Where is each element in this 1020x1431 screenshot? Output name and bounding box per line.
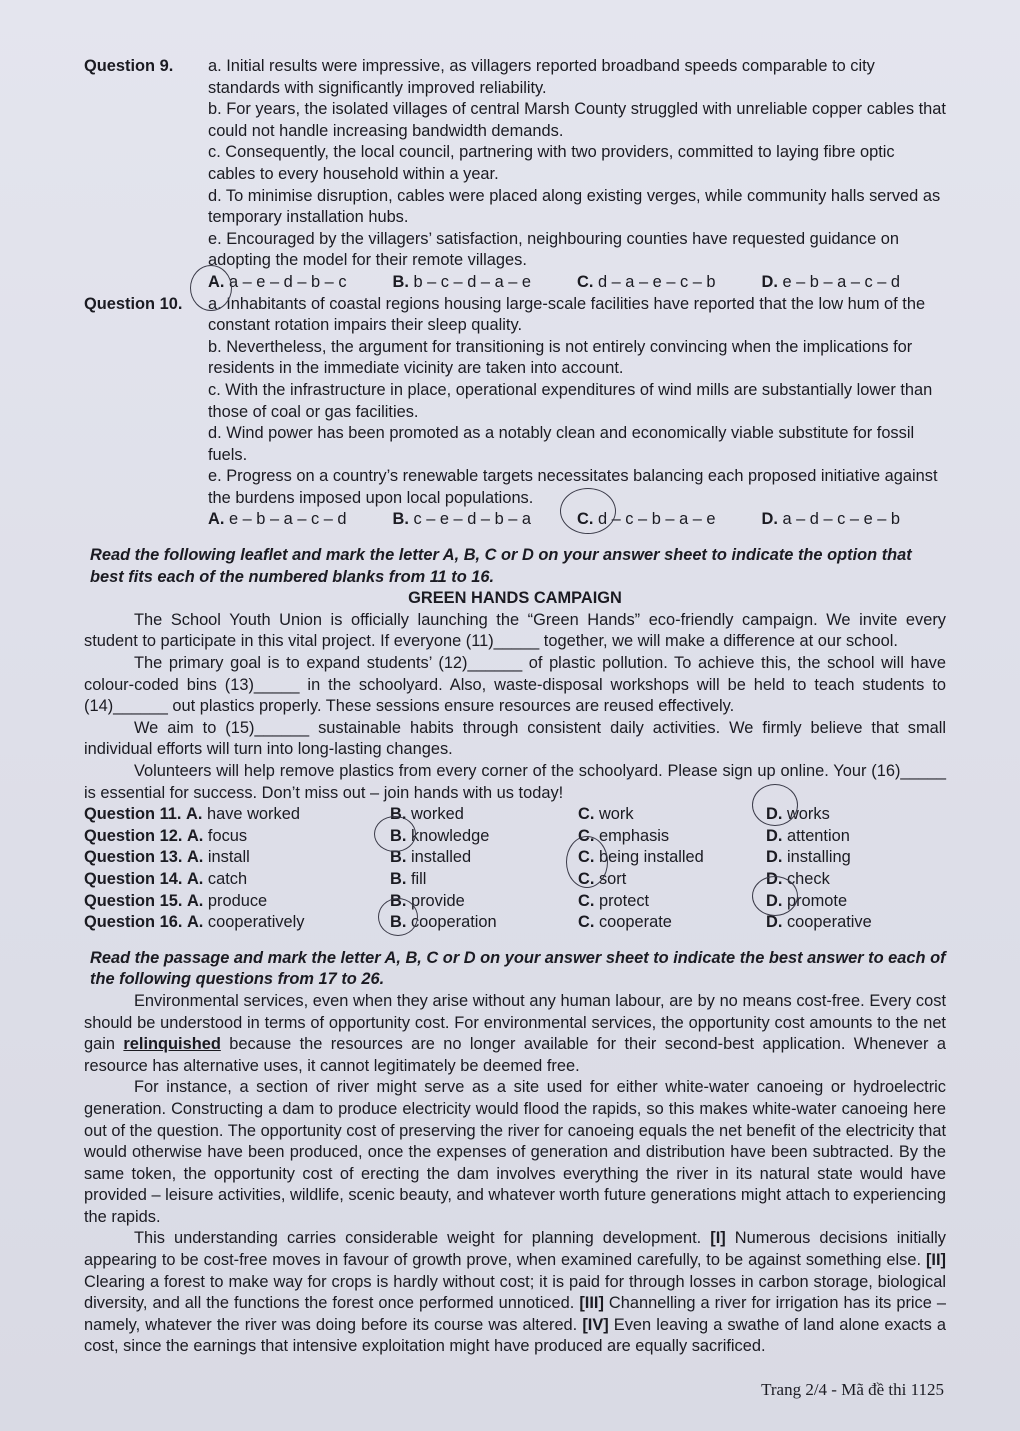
passage-paragraph: This understanding carries considerable weight for planning development. [I] Numerous decisions initially appearing to be cost-free moves in favour of growth prove, when examined carefully, to be against something else. [II] Clearing a forest to make way for crops is hardly without cost; it is paid for through losses in carbon storage, biological diversity, and all the functions the forest once performed unnoticed. [III] Channelling a river for irrigation has its price – namely, whatever the river was doing before its course was altered. [IV] Even leaving a swathe of land alone exacts a cost, since the earnings that intensive exploitation might have produced are equally sacrificed. (84, 1229, 946, 1356)
answer-options (208, 509, 946, 531)
option-c[interactable]: C. emphasis (578, 826, 670, 845)
option-b[interactable]: B. b – c – d – a – e (392, 272, 532, 291)
leaflet-instruction: Read the following leaflet and mark the letter A, B, C or D on your answer sheet to indicate the option that best fits each of the numbered blanks from 11 to 16. (90, 546, 912, 586)
passage-instruction: Read the passage and mark the letter A, B, C or D on your answer sheet to indicate the best answer to each of the following questions from 17 to 26. (90, 948, 946, 989)
option-a[interactable]: Question 13. A. install (84, 848, 250, 867)
option-d[interactable]: D. a – d – c – e – b (761, 510, 901, 529)
option-a[interactable]: Question 11. A. have worked (84, 805, 300, 824)
cloze-questions (84, 804, 946, 934)
page-footer: Trang 2/4 - Mã đề thi 1125 (761, 1380, 944, 1399)
option-d[interactable]: D. cooperative (766, 913, 872, 932)
leaflet-paragraph: The School Youth Union is officially launching the “Green Hands” eco-friendly campaign. We invite every student to participate in this vital project. If everyone (11)_____ together, we will make a difference at our school. (84, 610, 946, 651)
option-b[interactable]: B. provide (390, 891, 465, 910)
option-b[interactable]: B. cooperation (390, 913, 497, 932)
sentence-e: e. Progress on a country’s renewable targets necessitates balancing each proposed initiative against the burdens imposed upon local populations. (208, 467, 938, 507)
sentence-d: d. To minimise disruption, cables were placed along existing verges, while community halls served as temporary installation hubs. (208, 186, 941, 227)
option-a[interactable]: Question 14. A. catch (84, 869, 248, 888)
sentence-c: c. Consequently, the local council, partnering with two providers, committed to laying fibre optic cables to every household within a year. (208, 143, 895, 183)
option-d[interactable]: D. check (766, 869, 830, 888)
sentence-a: a. Inhabitants of coastal regions housing large-scale facilities have reported that the low hum of the constant rotation impairs their sleep quality. (208, 294, 926, 335)
sentence-c: c. With the infrastructure in place, operational expenditures of wind mills are substantially lower than those of coal or gas facilities. (208, 380, 933, 421)
option-b[interactable]: B. knowledge (390, 826, 490, 845)
option-d[interactable]: D. works (766, 805, 830, 824)
option-d[interactable]: D. promote (766, 891, 848, 910)
sentence-e: e. Encouraged by the villagers’ satisfaction, neighbouring counties have requested guidance on adopting the model for their remote villages. (208, 229, 899, 270)
sentence-b: b. For years, the isolated villages of central Marsh County struggled with unreliable copper cables that could not handle increasing bandwidth demands. (208, 100, 946, 140)
sentence-b: b. Nevertheless, the argument for transitioning is not entirely convincing when the implications for residents in the immediate vicinity are taken into account. (208, 337, 913, 378)
passage-paragraph: For instance, a section of river might serve as a site used for either white-water canoeing or hydroelectric generation. Constructing a dam to produce electricity would flood the rapids, so this makes white-water canoeing here out of the question. The opportunity cost of preserving the river for canoeing equals the net benefit of the electricity that would otherwise have been produced, once the expenses of generation and distribution have been subtracted. By the same token, the opportunity cost of erecting the dam involves everything the river in its natural state would have provided – leisure activities, wildlife, scenic beauty, and whatever worth future generations might attach to experiencing the rapids. (84, 1078, 946, 1226)
option-d[interactable]: D. attention (766, 826, 850, 845)
question-label: Question 10. (84, 294, 183, 313)
question-label: Question 9. (84, 57, 174, 75)
option-d[interactable]: D. e – b – a – c – d (761, 272, 901, 291)
insert-marker-3: [III] (579, 1294, 604, 1313)
passage-paragraph: Environmental services, even when they arise without any human labour, are by no means cost-free. Every cost should be understood in terms of opportunity cost. For environmental services, the opportunity cost amounts to the net gain relinquished because the resources are no longer available for their second-best application. Whenever a resource has alternative uses, it cannot legitimately be deemed free. (84, 991, 946, 1075)
sentence-d: d. Wind power has been promoted as a notably clean and economically viable substitute for fossil fuels. (208, 424, 915, 464)
option-a[interactable]: Question 16. A. cooperatively (84, 913, 305, 932)
question-10 (84, 294, 946, 532)
question-9 (84, 56, 946, 294)
option-b[interactable]: B. installed (390, 848, 472, 867)
leaflet-paragraph: The primary goal is to expand students’ (12)______ of plastic pollution. To achieve this, the school will have colour-coded bins (13)_____ in the schoolyard. Also, waste-disposal workshops will be held to teach students to (14)______ out plastics properly. These sessions ensure resources are reused effectively. (84, 654, 946, 716)
option-d[interactable]: D. installing (766, 848, 851, 867)
option-a[interactable]: A. e – b – a – c – d (208, 510, 347, 529)
option-c[interactable]: C. protect (578, 891, 650, 910)
answer-options (208, 272, 946, 294)
option-c[interactable]: C. d – c – b – a – e (577, 510, 716, 529)
question-body (208, 294, 946, 532)
insert-marker-1: [I] (710, 1229, 726, 1248)
option-b[interactable]: B. worked (390, 805, 464, 824)
leaflet-title: GREEN HANDS CAMPAIGN (408, 589, 622, 608)
leaflet-paragraph: We aim to (15)______ sustainable habits through consistent daily activities. We firmly believe that small individual efforts will turn into long-lasting changes. (84, 718, 946, 759)
underlined-word: relinquished (123, 1035, 221, 1054)
insert-marker-4: [IV] (582, 1315, 609, 1334)
question-body (208, 56, 946, 294)
option-b[interactable]: B. c – e – d – b – a (392, 510, 532, 529)
option-c[interactable]: C. work (578, 805, 634, 824)
option-a[interactable]: Question 12. A. focus (84, 826, 248, 845)
page-content (84, 56, 946, 1358)
option-c[interactable]: C. being installed (578, 848, 704, 867)
option-c[interactable]: C. sort (578, 869, 627, 888)
option-c[interactable]: C. cooperate (578, 913, 672, 932)
leaflet-paragraph: Volunteers will help remove plastics from every corner of the schoolyard. Please sign up online. Your (16)_____ is essential for success. Don’t miss out – join hands with us today! (84, 762, 946, 802)
option-b[interactable]: B. fill (390, 869, 427, 888)
option-c[interactable]: C. d – a – e – c – b (577, 272, 716, 291)
sentence-a: a. Initial results were impressive, as villagers reported broadband speeds comparable to city standards with significantly improved reliability. (208, 57, 875, 97)
insert-marker-2: [II] (925, 1251, 946, 1270)
option-a[interactable]: Question 15. A. produce (84, 891, 268, 910)
option-a[interactable]: A. a – e – d – b – c (208, 272, 347, 291)
